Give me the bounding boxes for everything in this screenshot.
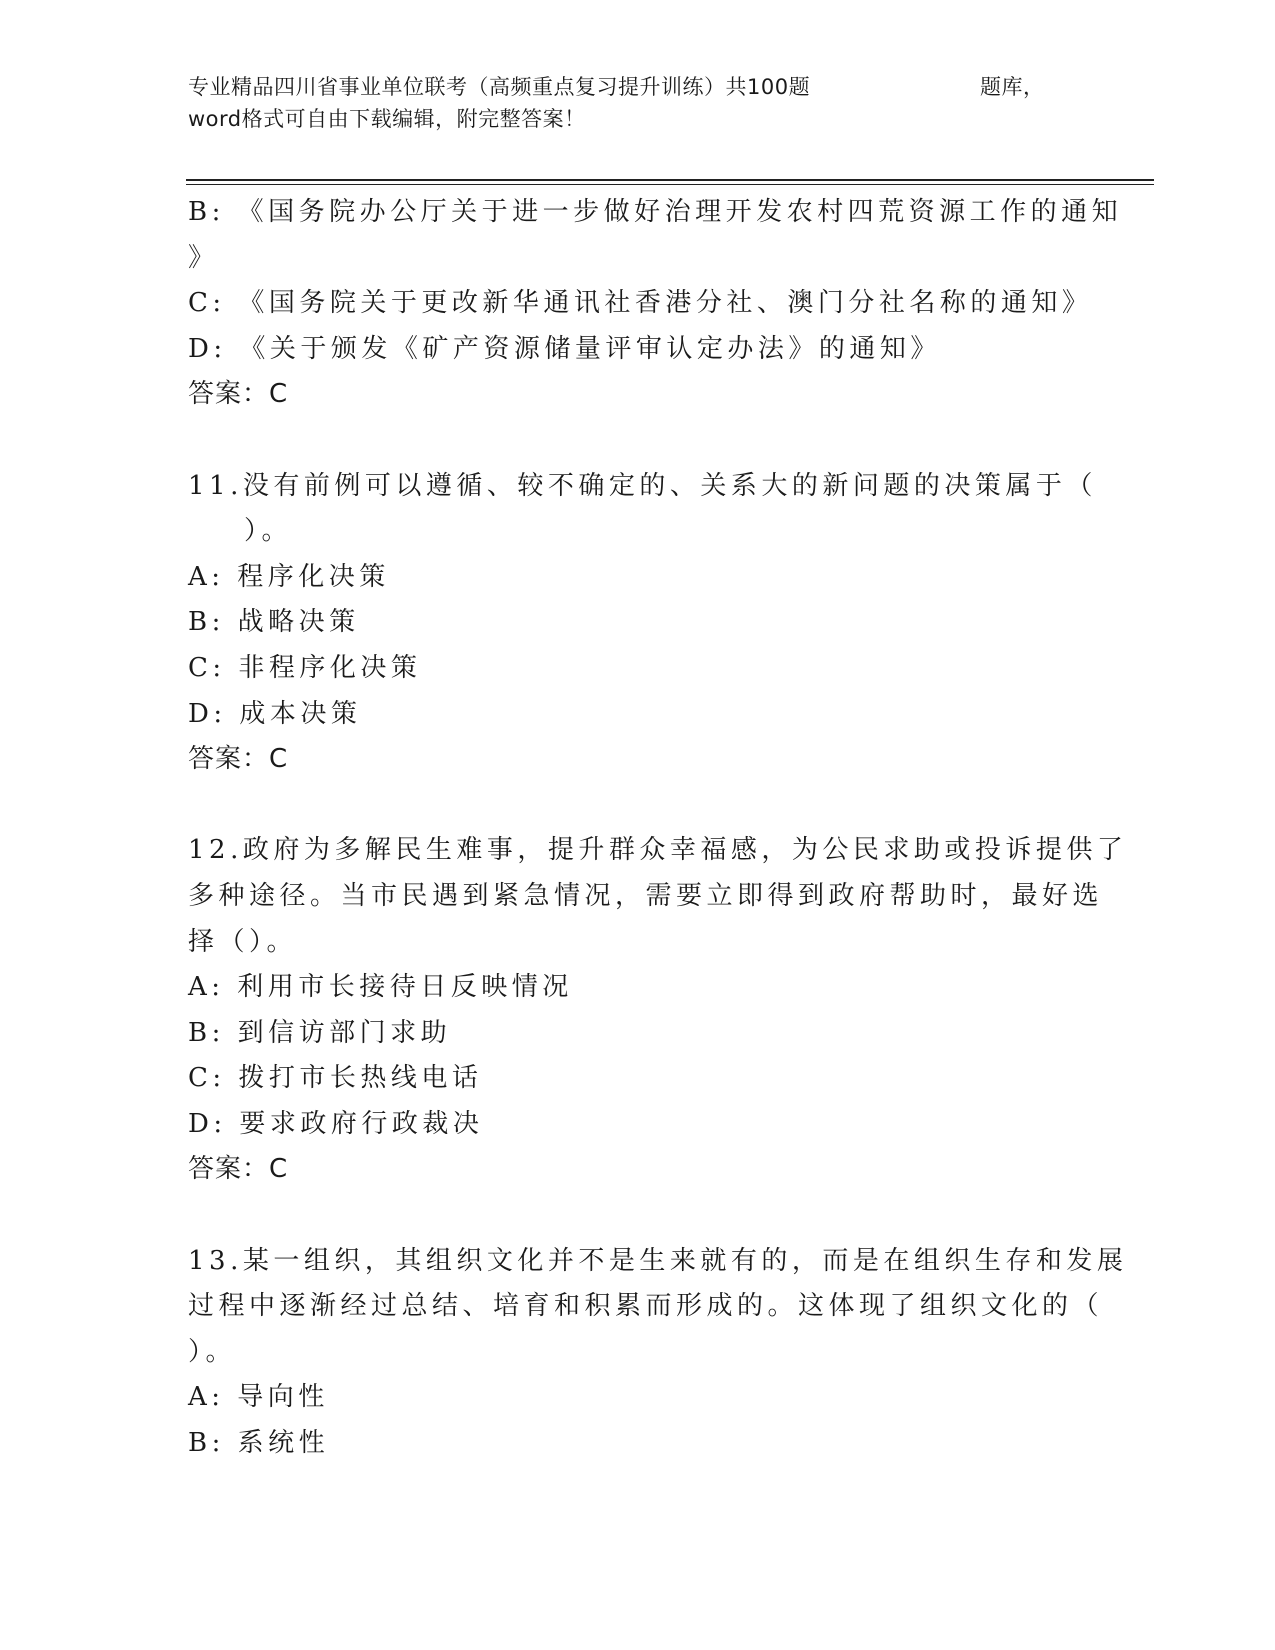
spacer <box>188 418 1088 464</box>
option-d: D: 成本决策 <box>188 698 362 729</box>
header-title-tail: 题库， <box>980 75 1045 99</box>
question-11 <box>188 464 1097 783</box>
question-stem: 13.某一组织，其组织文化并不是生来就有的，而是在组织生存和发展 <box>188 1245 1128 1276</box>
spacer <box>188 783 1088 829</box>
header-divider-thin <box>186 184 1154 185</box>
question-stem-continued: 过程中逐渐经过总结、培育和积累而形成的。这体现了组织文化的（ <box>188 1291 1104 1322</box>
option-c: C: 《国务院关于更改新华通讯社香港分社、澳门分社名称的通知》 <box>188 288 1093 319</box>
question-stem-continued: 多种途径。当市民遇到紧急情况，需要立即得到政府帮助时，最好选 <box>188 880 1104 911</box>
question-stem-continued: ）。 <box>244 516 293 547</box>
question-stem: 11.没有前例可以遵循、较不确定的、关系大的新问题的决策属于（ <box>188 470 1097 501</box>
answer-line: 答案：C <box>188 1154 289 1185</box>
header-title-line <box>188 72 1068 102</box>
option-c: C: 非程序化决策 <box>188 652 422 683</box>
question-12 <box>188 828 1128 1193</box>
answer-line: 答案：C <box>188 744 289 775</box>
prev-question-block <box>188 190 1123 418</box>
option-b-continued: 》 <box>188 242 219 273</box>
option-b: B: 战略决策 <box>188 607 360 638</box>
option-c: C: 拨打市长热线电话 <box>188 1063 483 1094</box>
option-a: A: 程序化决策 <box>188 561 390 592</box>
option-b: B: 系统性 <box>188 1428 330 1459</box>
question-stem-continued: 择（）。 <box>188 926 298 957</box>
option-d: D: 《关于颁发《矿产资源储量评审认定办法》的通知》 <box>188 333 941 364</box>
option-b: B: 到信访部门求助 <box>188 1017 452 1048</box>
question-13 <box>188 1239 1128 1467</box>
option-a: A: 导向性 <box>188 1382 329 1413</box>
header-divider-thick <box>186 179 1154 181</box>
header-subtitle: word格式可自由下载编辑，附完整答案！ <box>188 107 586 131</box>
page-header <box>188 72 1068 134</box>
option-a: A: 利用市长接待日反映情况 <box>188 972 573 1003</box>
spacer <box>188 1193 1088 1239</box>
document-body <box>188 190 1128 1467</box>
option-b: B: 《国务院办公厅关于进一步做好治理开发农村四荒资源工作的通知 <box>188 197 1123 227</box>
answer-line: 答案：C <box>188 379 289 410</box>
question-stem: 12.政府为多解民生难事，提升群众幸福感，为公民求助或投诉提供了 <box>188 835 1128 866</box>
header-title: 专业精品四川省事业单位联考（高频重点复习提升训练）共100题 <box>188 75 811 99</box>
question-stem-continued: ）。 <box>188 1336 237 1367</box>
option-d: D: 要求政府行政裁决 <box>188 1108 484 1139</box>
